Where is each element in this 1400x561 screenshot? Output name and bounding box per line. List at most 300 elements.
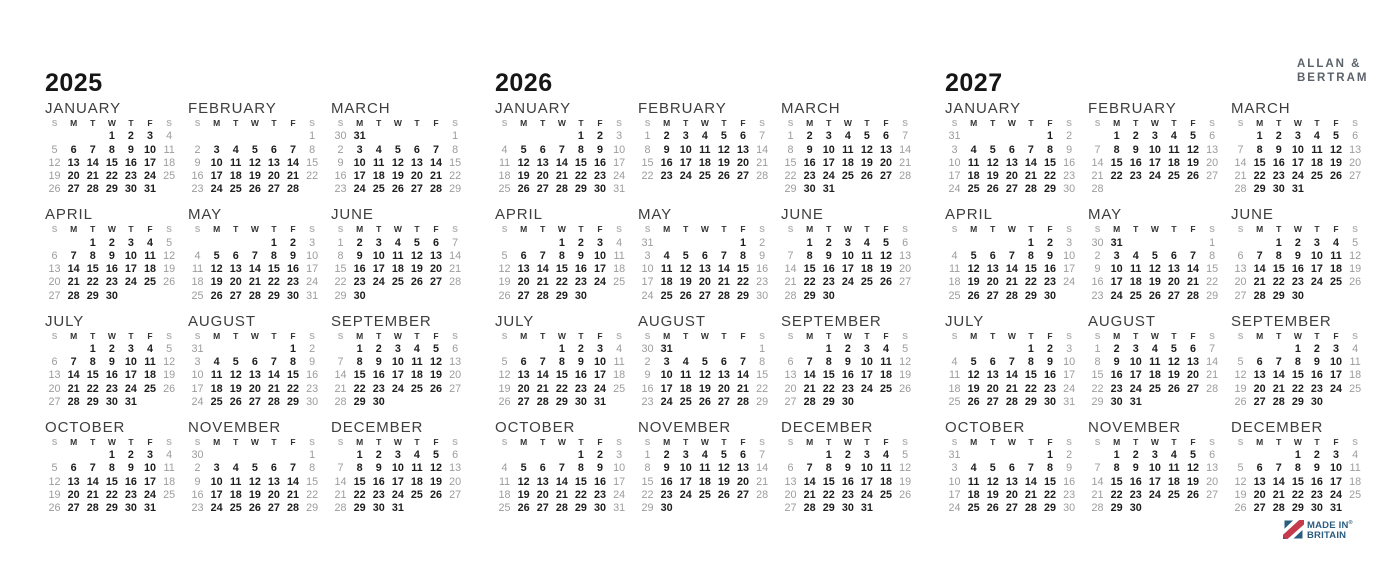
date-cell: 19 [679, 276, 692, 289]
day-of-week-header: S [194, 330, 201, 341]
date-cell: 4 [616, 236, 623, 249]
date-cell: 31 [1291, 183, 1304, 196]
day-of-week-header: F [433, 330, 439, 341]
date-cell: 28 [1187, 289, 1200, 302]
day-of-week-header: S [902, 224, 908, 235]
date-cell: 22 [86, 382, 99, 395]
date-cell: 3 [825, 130, 832, 143]
date-cell: 14 [67, 263, 80, 276]
date-cell: 30 [372, 502, 385, 515]
date-cell: 22 [1024, 382, 1037, 395]
date-cell: 8 [309, 143, 316, 156]
empty-cell [781, 237, 800, 250]
day-of-week-header: W [1007, 118, 1016, 128]
day-of-week-header: S [501, 436, 508, 447]
date-cell: 24 [353, 183, 366, 196]
date-cell: 19 [248, 170, 261, 183]
month-day-grid [945, 330, 1079, 410]
date-cell: 12 [967, 369, 980, 382]
date-cell: 25 [948, 396, 961, 409]
date-cell: 17 [124, 263, 137, 276]
date-cell: 8 [1256, 143, 1263, 156]
date-cell: 24 [124, 276, 137, 289]
date-cell: 11 [1168, 462, 1180, 475]
date-cell: 2 [1294, 236, 1301, 249]
date-cell: 16 [124, 156, 137, 169]
date-cell: 23 [1291, 276, 1304, 289]
empty-cell [945, 343, 964, 356]
date-cell: 26 [899, 489, 912, 502]
date-cell: 27 [248, 396, 261, 409]
date-cell: 17 [391, 475, 404, 488]
date-cell: 10 [613, 143, 626, 156]
day-of-week-header: S [616, 224, 622, 235]
date-cell: 13 [430, 249, 443, 262]
year-title: 2027 [945, 69, 1003, 97]
date-cell: 18 [967, 170, 980, 183]
date-cell: 9 [337, 156, 344, 169]
date-cell: 21 [536, 382, 549, 395]
date-cell: 20 [48, 382, 61, 395]
date-cell: 23 [660, 489, 673, 502]
date-cell: 24 [1148, 170, 1161, 183]
month-title: AUGUST [188, 312, 256, 330]
date-cell: 27 [986, 396, 999, 409]
date-cell: 15 [641, 475, 654, 488]
date-cell: 8 [740, 249, 747, 262]
date-cell: 7 [337, 462, 344, 475]
date-cell: 27 [67, 502, 80, 515]
empty-cell [714, 343, 733, 356]
made-in-line2: BRITAIN [1307, 530, 1347, 542]
day-of-week-header: F [740, 436, 746, 447]
date-cell: 19 [899, 475, 912, 488]
date-cell: 30 [191, 449, 204, 462]
date-cell: 14 [555, 475, 568, 488]
date-cell: 14 [430, 156, 443, 169]
date-cell: 8 [558, 249, 565, 262]
date-cell: 2 [1113, 342, 1120, 355]
day-of-week-header: S [1237, 330, 1244, 341]
date-cell: 30 [334, 130, 347, 143]
day-of-week-header: W [1007, 330, 1016, 341]
date-cell: 16 [372, 369, 385, 382]
month-june [331, 206, 465, 312]
date-cell: 21 [899, 156, 912, 169]
date-cell: 15 [1091, 369, 1104, 382]
date-cell: 28 [756, 170, 769, 183]
date-cell: 24 [841, 276, 854, 289]
date-cell: 9 [663, 462, 670, 475]
month-january [495, 100, 629, 206]
day-of-week-header: F [433, 224, 439, 235]
date-cell: 30 [574, 396, 587, 409]
date-cell: 18 [967, 489, 980, 502]
date-cell: 24 [822, 170, 835, 183]
date-cell: 5 [51, 462, 58, 475]
date-cell: 27 [737, 489, 750, 502]
day-of-week-header: F [1047, 436, 1053, 447]
date-cell: 4 [616, 342, 623, 355]
month-december [781, 419, 915, 525]
date-cell: 2 [375, 342, 382, 355]
date-cell: 23 [1063, 489, 1076, 502]
date-cell: 1 [787, 130, 794, 143]
date-cell: 11 [144, 356, 156, 369]
publisher-logo [1297, 57, 1369, 85]
empty-cell [83, 449, 102, 462]
date-cell: 4 [883, 342, 890, 355]
month-december [1231, 419, 1365, 525]
empty-cell [610, 396, 629, 409]
date-cell: 2 [1275, 130, 1282, 143]
date-cell: 31 [144, 183, 157, 196]
date-cell: 24 [391, 489, 404, 502]
date-cell: 12 [498, 263, 511, 276]
date-cell: 22 [1291, 489, 1304, 502]
day-of-week-header: T [683, 118, 689, 128]
date-cell: 2 [1047, 342, 1054, 355]
date-cell: 19 [517, 489, 530, 502]
date-cell: 16 [191, 170, 204, 183]
date-cell: 26 [248, 502, 261, 515]
date-cell: 11 [842, 143, 854, 156]
date-cell: 17 [679, 475, 692, 488]
empty-cell [876, 183, 895, 196]
day-of-week-header: F [290, 224, 296, 235]
date-cell: 16 [1291, 263, 1304, 276]
date-cell: 29 [105, 502, 118, 515]
month-title: OCTOBER [495, 418, 576, 436]
date-cell: 17 [948, 170, 961, 183]
date-cell: 29 [1253, 183, 1266, 196]
date-cell: 17 [860, 369, 873, 382]
date-cell: 26 [717, 489, 730, 502]
date-cell: 1 [1027, 342, 1034, 355]
date-cell: 22 [86, 276, 99, 289]
date-cell: 1 [1209, 236, 1216, 249]
date-cell: 5 [501, 356, 508, 369]
date-cell: 17 [1110, 276, 1123, 289]
date-cell: 30 [660, 502, 673, 515]
date-cell: 1 [89, 236, 96, 249]
date-cell: 29 [1272, 289, 1285, 302]
day-of-week-header: T [414, 224, 420, 235]
date-cell: 20 [517, 276, 530, 289]
empty-cell [1107, 183, 1126, 196]
month-day-grid [781, 117, 915, 197]
day-of-week-header: M [70, 330, 78, 341]
date-cell: 20 [1167, 276, 1180, 289]
date-cell: 17 [124, 369, 137, 382]
date-cell: 24 [860, 382, 873, 395]
date-cell: 2 [844, 342, 851, 355]
date-cell: 2 [194, 143, 201, 156]
month-september [1231, 313, 1365, 419]
day-of-week-header: S [166, 118, 172, 128]
date-cell: 13 [698, 263, 711, 276]
date-cell: 14 [784, 263, 797, 276]
day-of-week-header: S [644, 224, 651, 235]
day-of-week-header: S [337, 224, 344, 235]
date-cell: 12 [410, 249, 423, 262]
date-cell: 7 [1256, 249, 1263, 262]
date-cell: 20 [1005, 489, 1018, 502]
day-of-week-header: T [233, 118, 239, 128]
date-cell: 14 [536, 263, 549, 276]
date-cell: 25 [1167, 489, 1180, 502]
empty-cell [331, 343, 350, 356]
empty-cell [695, 502, 714, 515]
date-cell: 24 [1330, 382, 1343, 395]
date-cell: 26 [48, 183, 61, 196]
date-cell: 15 [86, 369, 99, 382]
month-november [638, 419, 772, 525]
day-of-week-header: M [520, 118, 528, 128]
date-cell: 23 [372, 489, 385, 502]
day-of-week-header: T [990, 118, 996, 128]
date-cell: 23 [105, 382, 118, 395]
day-of-week-header: W [393, 224, 402, 235]
date-cell: 13 [1206, 143, 1219, 156]
date-cell: 11 [680, 369, 692, 382]
day-of-week-header: M [1256, 224, 1264, 235]
empty-cell [1231, 130, 1250, 143]
empty-cell [160, 183, 179, 196]
date-cell: 30 [372, 396, 385, 409]
empty-cell [1250, 343, 1269, 356]
day-of-week-header: S [1066, 436, 1072, 447]
date-cell: 30 [1310, 396, 1323, 409]
empty-cell [800, 449, 819, 462]
date-cell: 17 [948, 489, 961, 502]
date-cell: 19 [899, 369, 912, 382]
empty-cell [140, 396, 159, 409]
date-cell: 15 [756, 369, 769, 382]
date-cell: 25 [498, 183, 511, 196]
date-cell: 19 [967, 382, 980, 395]
month-title: JULY [495, 312, 535, 330]
date-cell: 29 [449, 183, 462, 196]
date-cell: 3 [1313, 236, 1320, 249]
date-cell: 11 [1149, 356, 1161, 369]
made-in-britain-logo [1283, 518, 1353, 541]
date-cell: 25 [1310, 170, 1323, 183]
date-cell: 14 [756, 143, 769, 156]
date-cell: 24 [210, 183, 223, 196]
date-cell: 8 [309, 462, 316, 475]
day-of-week-header: S [337, 118, 344, 128]
date-cell: 9 [1313, 356, 1320, 369]
day-of-week-header: F [1333, 330, 1339, 341]
date-cell: 8 [1027, 249, 1034, 262]
date-cell: 26 [1330, 170, 1343, 183]
date-cell: 8 [825, 462, 832, 475]
day-of-week-header: T [1028, 436, 1034, 447]
date-cell: 20 [784, 382, 797, 395]
date-cell: 25 [229, 183, 242, 196]
date-cell: 20 [986, 382, 999, 395]
month-day-grid [1088, 223, 1222, 303]
empty-cell [188, 130, 207, 143]
date-cell: 19 [48, 170, 61, 183]
date-cell: 3 [394, 342, 401, 355]
date-cell: 19 [163, 263, 176, 276]
day-of-week-header: W [557, 436, 566, 447]
date-cell: 3 [682, 130, 689, 143]
date-cell: 22 [306, 170, 319, 183]
empty-cell [983, 237, 1002, 250]
date-cell: 14 [267, 369, 280, 382]
day-of-week-header: S [1066, 224, 1072, 235]
date-cell: 25 [144, 276, 157, 289]
month-november [1088, 419, 1222, 525]
day-of-week-header: M [970, 118, 978, 128]
date-cell: 2 [644, 356, 651, 369]
month-september [781, 313, 915, 419]
date-cell: 15 [1253, 156, 1266, 169]
date-cell: 7 [337, 356, 344, 369]
empty-cell [1126, 183, 1145, 196]
empty-cell [964, 449, 983, 462]
date-cell: 18 [1330, 263, 1343, 276]
empty-cell [1183, 237, 1202, 250]
date-cell: 3 [1333, 342, 1340, 355]
date-cell: 21 [449, 263, 462, 276]
date-cell: 2 [806, 130, 813, 143]
date-cell: 20 [48, 276, 61, 289]
empty-cell [64, 343, 83, 356]
date-cell: 28 [803, 396, 816, 409]
date-cell: 8 [1294, 462, 1301, 475]
date-cell: 1 [806, 236, 813, 249]
date-cell: 6 [232, 249, 239, 262]
date-cell: 1 [452, 130, 459, 143]
date-cell: 18 [1349, 475, 1362, 488]
date-cell: 22 [334, 276, 347, 289]
date-cell: 26 [986, 183, 999, 196]
empty-cell [1088, 449, 1107, 462]
date-cell: 15 [555, 369, 568, 382]
day-of-week-header: F [147, 330, 153, 341]
date-cell: 20 [248, 382, 261, 395]
empty-cell [1346, 502, 1365, 515]
date-cell: 14 [86, 156, 99, 169]
month-title: NOVEMBER [188, 418, 282, 436]
date-cell: 8 [1094, 356, 1101, 369]
day-of-week-header: M [70, 436, 78, 447]
empty-cell [64, 449, 83, 462]
month-title: SEPTEMBER [331, 312, 432, 330]
month-april [45, 206, 179, 312]
date-cell: 24 [860, 489, 873, 502]
date-cell: 12 [860, 143, 873, 156]
date-cell: 21 [1272, 489, 1285, 502]
day-of-week-header: M [806, 224, 814, 235]
day-of-week-header: M [970, 224, 978, 235]
date-cell: 16 [306, 369, 319, 382]
empty-cell [1231, 237, 1250, 250]
date-cell: 19 [163, 369, 176, 382]
date-cell: 22 [353, 382, 366, 395]
date-cell: 23 [105, 276, 118, 289]
empty-cell [1002, 343, 1021, 356]
empty-cell [388, 130, 407, 143]
date-cell: 14 [899, 143, 912, 156]
month-title: JANUARY [495, 100, 572, 117]
date-cell: 24 [191, 396, 204, 409]
day-of-week-header: T [826, 330, 832, 341]
date-cell: 6 [452, 342, 459, 355]
date-cell: 10 [1291, 143, 1304, 156]
date-cell: 6 [1209, 449, 1216, 462]
date-cell: 26 [229, 396, 242, 409]
date-cell: 24 [679, 170, 692, 183]
date-cell: 21 [287, 489, 300, 502]
date-cell: 4 [1352, 342, 1359, 355]
date-cell: 28 [1253, 289, 1266, 302]
date-cell: 8 [337, 249, 344, 262]
date-cell: 13 [67, 156, 80, 169]
date-cell: 6 [520, 356, 527, 369]
empty-cell [407, 396, 426, 409]
date-cell: 5 [1237, 462, 1244, 475]
date-cell: 11 [967, 156, 980, 169]
empty-cell [64, 237, 83, 250]
date-cell: 2 [825, 236, 832, 249]
empty-cell [303, 183, 322, 196]
date-cell: 22 [555, 276, 568, 289]
date-cell: 26 [163, 382, 176, 395]
date-cell: 17 [210, 170, 223, 183]
empty-cell [1002, 449, 1021, 462]
date-cell: 10 [860, 462, 873, 475]
date-cell: 4 [232, 462, 239, 475]
day-of-week-header: T [826, 436, 832, 447]
date-cell: 28 [1091, 183, 1104, 196]
empty-cell [1346, 396, 1365, 409]
date-cell: 12 [430, 356, 443, 369]
date-cell: 25 [191, 289, 204, 302]
date-cell: 20 [880, 156, 893, 169]
date-cell: 8 [108, 462, 115, 475]
date-cell: 6 [902, 236, 909, 249]
date-cell: 6 [1170, 249, 1177, 262]
empty-cell [245, 237, 264, 250]
date-cell: 27 [784, 396, 797, 409]
day-of-week-header: S [452, 436, 458, 447]
date-cell: 13 [1005, 475, 1018, 488]
day-of-week-header: T [990, 436, 996, 447]
day-of-week-header: F [740, 118, 746, 128]
date-cell: 26 [410, 276, 423, 289]
day-of-week-header: W [843, 224, 852, 235]
date-cell: 20 [517, 382, 530, 395]
date-cell: 17 [613, 475, 626, 488]
date-cell: 3 [951, 462, 958, 475]
date-cell: 5 [1151, 249, 1158, 262]
date-cell: 18 [1310, 156, 1323, 169]
day-of-week-header: T [414, 118, 420, 128]
empty-cell [226, 343, 245, 356]
date-cell: 16 [191, 489, 204, 502]
date-cell: 22 [1110, 170, 1123, 183]
date-cell: 23 [353, 276, 366, 289]
date-cell: 5 [166, 342, 173, 355]
date-cell: 2 [1066, 449, 1073, 462]
date-cell: 6 [1209, 130, 1216, 143]
date-cell: 21 [1091, 170, 1104, 183]
